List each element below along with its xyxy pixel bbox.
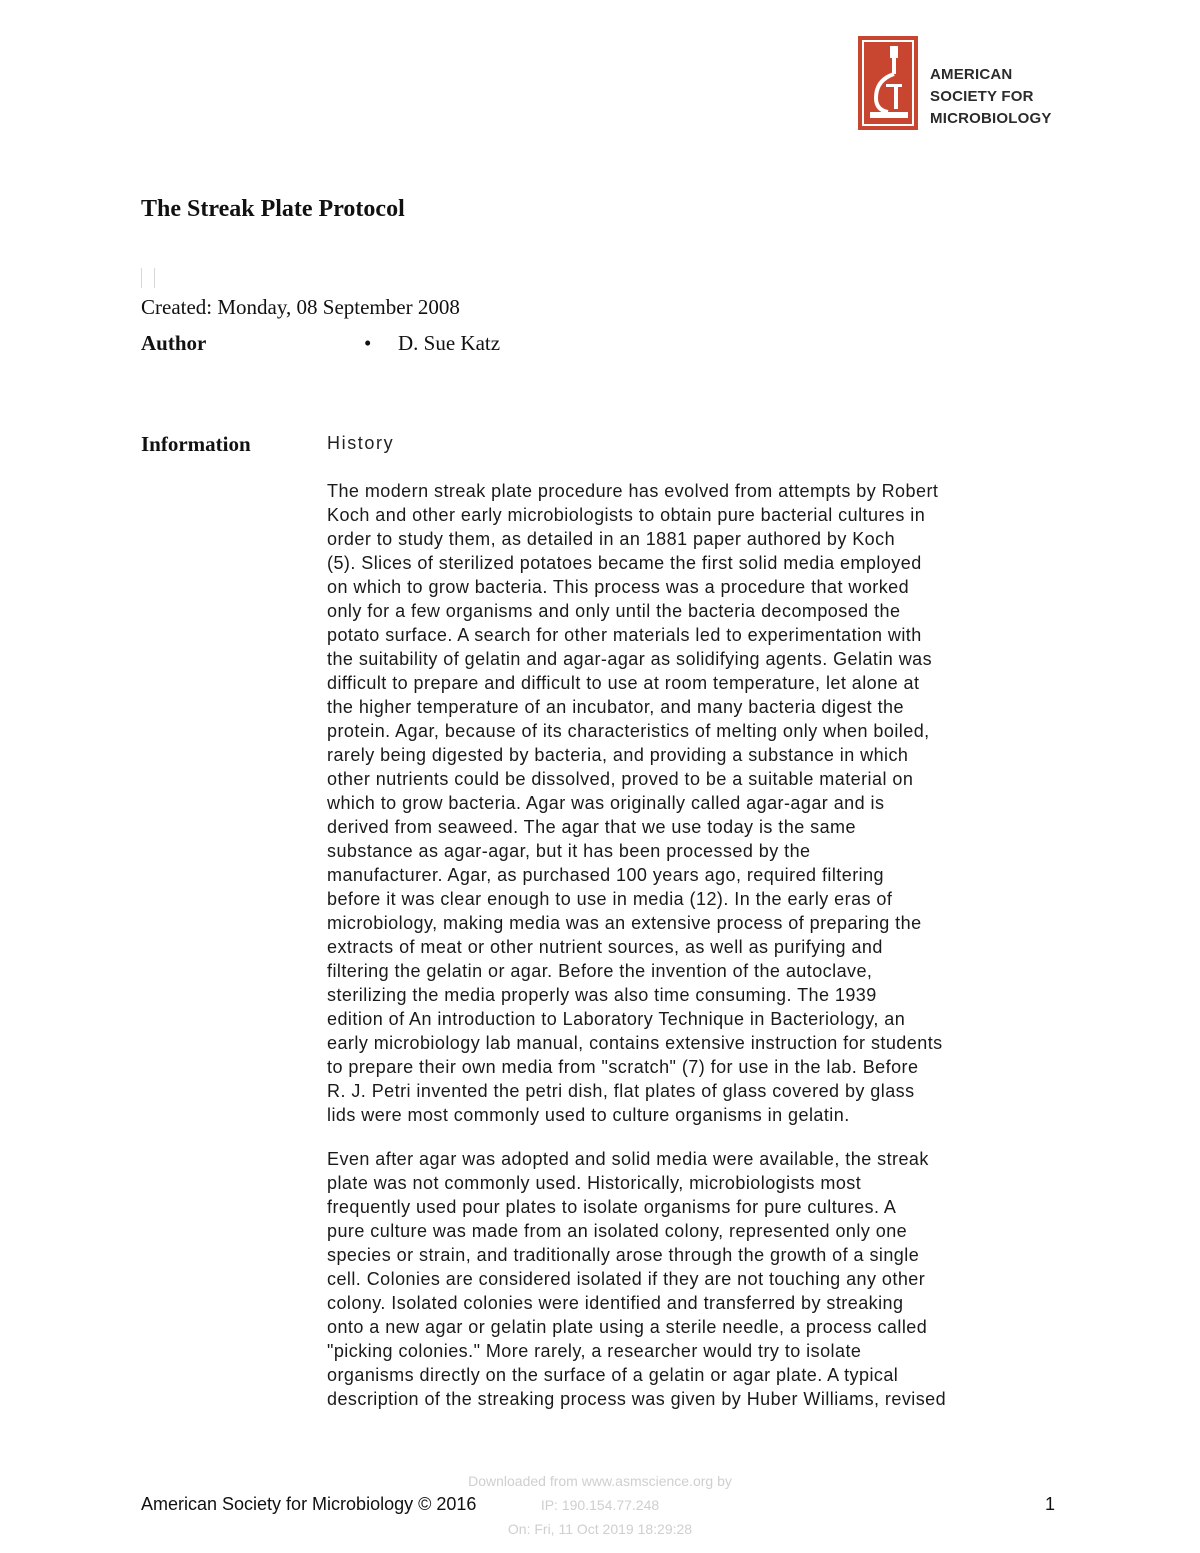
logo-mark [858,36,918,130]
text-line: edition of An introduction to Laboratory Technique in Bacteriology, an [327,1009,906,1029]
text-line: protein. Agar, because of its characteristics of melting only when boiled, [327,721,930,741]
text-line: other nutrients could be dissolved, proved to be a suitable material on [327,769,914,789]
text-line: derived from seaweed. The agar that we use today is the same [327,817,856,837]
text-line: order to study them, as detailed in an 1881 paper authored by Koch [327,529,896,549]
text-line: on which to grow bacteria. This process was a procedure that worked [327,577,910,597]
page-number: 1 [1045,1494,1056,1514]
text-line: to prepare their own media from "scratch" (7) for use in the lab. Before [327,1057,919,1077]
information-label: Information [141,432,251,456]
text-line: cell. Colonies are considered isolated if they are not touching any other [327,1269,926,1289]
text-line: onto a new agar or gelatin plate using a sterile needle, a process called [327,1317,928,1337]
text-line: lids were most commonly used to culture organisms in gelatin. [327,1105,850,1125]
text-line: which to grow bacteria. Agar was originally called agar-agar and is [327,793,885,813]
text-line: pure culture was made from an isolated colony, represented only one [327,1221,908,1241]
logo-line: SOCIETY FOR [930,88,1034,105]
text-line: before it was clear enough to use in media (12). In the early eras of [327,889,893,909]
text-line: microbiology, making media was an extensive process of preparing the [327,913,922,933]
text-line: sterilizing the media properly was also time consuming. The 1939 [327,985,877,1005]
text-line: rarely being digested by bacteria, and providing a substance in which [327,745,909,765]
text-line: potato surface. A search for other materials led to experimentation with [327,625,922,645]
text-line: R. J. Petri invented the petri dish, flat plates of glass covered by glass [327,1081,915,1101]
history-paragraph-2 [327,1147,1067,1411]
text-line: the suitability of gelatin and agar-agar as solidifying agents. Gelatin was [327,649,933,669]
author-entry [364,331,500,356]
section-heading: History [327,433,395,453]
text-line: early microbiology lab manual, contains extensive instruction for students [327,1033,943,1053]
text-line: manufacturer. Agar, as purchased 100 years ago, required filtering [327,865,885,885]
text-line: "picking colonies." More rarely, a researcher would try to isolate [327,1341,862,1361]
logo-line: MICROBIOLOGY [930,110,1052,127]
text-line: only for a few organisms and only until the bacteria decomposed the [327,601,901,621]
text-line: filtering the gelatin or agar. Before the invention of the autoclave, [327,961,873,981]
logo-line: AMERICAN [930,66,1013,83]
author-name: D. Sue Katz [398,331,501,355]
document-title: The Streak Plate Protocol [141,196,405,222]
text-line: plate was not commonly used. Historically, microbiologists most [327,1173,862,1193]
microscope-icon [858,36,918,130]
text-line: extracts of meat or other nutrient sources, as well as purifying and [327,937,883,957]
logo-wordmark [930,64,1090,130]
text-line: Koch and other early microbiologists to obtain pure bacterial cultures in [327,505,926,525]
text-line: description of the streaking process was given by Huber Williams, revised [327,1389,947,1409]
text-line: the higher temperature of an incubator, and many bacteria digest the [327,697,904,717]
download-watermark: IP: 190.154.77.248 [540,1497,660,1513]
download-watermark: Downloaded from www.asmscience.org by [468,1473,732,1489]
empty-field-marker [141,268,155,288]
text-line: species or strain, and traditionally arose through the growth of a single [327,1245,920,1265]
text-line: difficult to prepare and difficult to use at room temperature, let alone at [327,673,920,693]
footer-copyright: American Society for Microbiology © 2016 [141,1494,477,1514]
download-watermark: On: Fri, 11 Oct 2019 18:29:28 [507,1521,693,1537]
text-line: substance as agar-agar, but it has been processed by the [327,841,811,861]
text-line: organisms directly on the surface of a gelatin or agar plate. A typical [327,1365,899,1385]
text-line: Even after agar was adopted and solid media were available, the streak [327,1149,929,1169]
history-paragraph-1 [327,479,1067,1127]
text-line: frequently used pour plates to isolate organisms for pure cultures. A [327,1197,897,1217]
created-date: Created: Monday, 08 September 2008 [141,295,460,319]
text-line: (5). Slices of sterilized potatoes became the first solid media employed [327,553,922,573]
bullet-icon: • [364,331,372,355]
author-label: Author [141,331,207,355]
text-line: colony. Isolated colonies were identified and transferred by streaking [327,1293,904,1313]
text-line: The modern streak plate procedure has evolved from attempts by Robert [327,481,939,501]
